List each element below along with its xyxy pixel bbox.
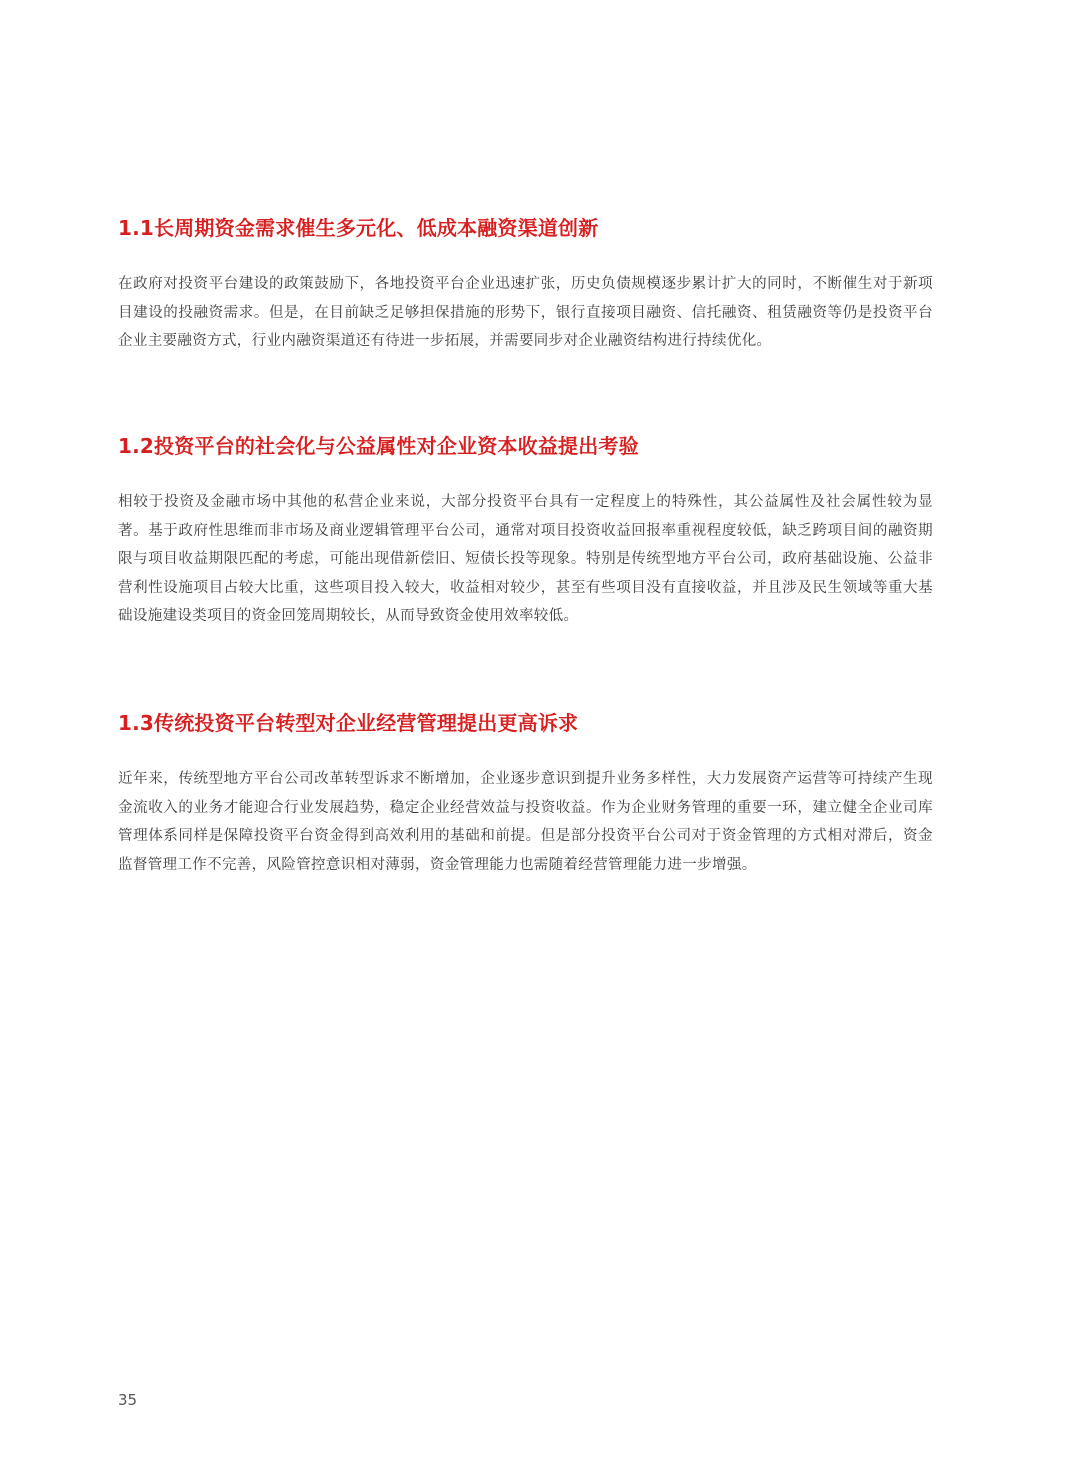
section-heading: 1.1长周期资金需求催生多元化、低成本融资渠道创新 <box>118 216 599 240</box>
section-heading: 1.2投资平台的社会化与公益属性对企业资本收益提出考验 <box>118 434 639 458</box>
section-paragraph: 相较于投资及金融市场中其他的私营企业来说，大部分投资平台具有一定程度上的特殊性，其公益属性及社会属性较为显著。基于政府性思维而非市场及商业逻辑管理平台公司，通常对项目投资收益回报率重视程度较低，缺乏跨项目间的融资期限与项目收益期限匹配的考虑，可能出现借新偿旧、短债长投等现象。特别是传统型地方平台公司，政府基础设施、公益非营利性设施项目占较大比重，这些项目投入较大，收益相对较少，甚至有些项目没有直接收益，并且涉及民生领域等重大基础设施建设类项目的资金回笼周期较长，从而导致资金使用效率较低。 <box>118 494 933 624</box>
section-1-2 <box>118 432 933 631</box>
section-heading: 1.3传统投资平台转型对企业经营管理提出更高诉求 <box>118 711 579 735</box>
section-1-3 <box>118 709 933 879</box>
section-paragraph: 在政府对投资平台建设的政策鼓励下，各地投资平台企业迅速扩张，历史负债规模逐步累计扩大的同时，不断催生对于新项目建设的投融资需求。但是，在目前缺乏足够担保措施的形势下，银行直接项目融资、信托融资、租赁融资等仍是投资平台企业主要融资方式，行业内融资渠道还有待进一步拓展，并需要同步对企业融资结构进行持续优化。 <box>118 276 933 349</box>
section-paragraph: 近年来，传统型地方平台公司改革转型诉求不断增加，企业逐步意识到提升业务多样性，大力发展资产运营等可持续产生现金流收入的业务才能迎合行业发展趋势，稳定企业经营效益与投资收益。作为企业财务管理的重要一环，建立健全企业司库管理体系同样是保障投资平台资金得到高效利用的基础和前提。但是部分投资平台公司对于资金管理的方式相对滞后，资金监督管理工作不完善，风险管控意识相对薄弱，资金管理能力也需随着经营管理能力进一步增强。 <box>118 771 933 873</box>
page-number: 35 <box>118 1391 138 1409</box>
section-1-1 <box>118 214 933 356</box>
